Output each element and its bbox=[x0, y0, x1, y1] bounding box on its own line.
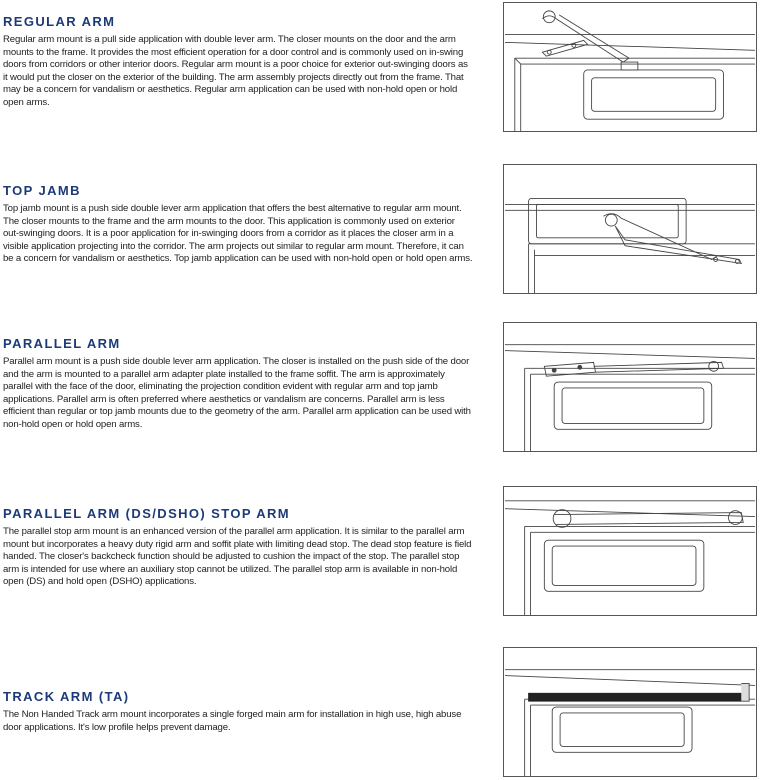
stop-arm-closer-illustration bbox=[503, 486, 757, 616]
section-stop-arm bbox=[3, 506, 473, 589]
regular-arm-closer-illustration bbox=[503, 2, 757, 132]
section-regular-arm bbox=[3, 14, 473, 110]
section-top-jamb bbox=[3, 183, 473, 266]
section-description: The Non Handed Track arm mount incorporates a single forged main arm for installation in high use, high abuse door applications. It's low profile helps prevent damage. bbox=[3, 709, 462, 733]
section-description: Top jamb mount is a push side double lever arm application that offers the best alternative to regular arm mount. The closer mounts to the frame and the arm mounts to the door. This application is commonly used on exterior out-swinging doors. It is a poor application for in-swinging doors from a corridor as it places the closer arm in a visible application projecting into the corridor. The arm projects out similar to regular arm mount. Therefore, it can be a concern for vandalism or aesthetics. Top jamb application can be used with non-hold open or hold open arms. bbox=[3, 203, 473, 265]
section-title: TRACK ARM (TA) bbox=[3, 689, 130, 704]
top-jamb-closer-illustration bbox=[503, 164, 757, 294]
parallel-arm-closer-illustration bbox=[503, 322, 757, 452]
section-title: TOP JAMB bbox=[3, 183, 81, 198]
track-arm-closer-illustration bbox=[503, 647, 757, 777]
section-track-arm bbox=[3, 689, 473, 734]
section-title: REGULAR ARM bbox=[3, 14, 116, 29]
section-description: Parallel arm mount is a push side double lever arm application. The closer is installed on the push side of the door and the arm is mounted to a parallel arm adapter plate installed to the frame soffit. The arm is approximately parallel with the face of the door, eliminating the projection condition evident with regular arm and top jamb applications. Parallel arm is often preferred where aesthetics or vandalism are concerns. Parallel arm is less efficient than regular or top jamb mounts due to the geometry of the arm. Parallel arm application can be used with non-hold open or hold open arms. bbox=[3, 356, 471, 430]
section-parallel-arm bbox=[3, 336, 473, 432]
section-description: Regular arm mount is a pull side application with double lever arm. The closer mounts on the door and the arm mounts to the frame. It provides the most efficient operation for a door control and is commonly used on in-swing doors from corridors or other interior doors. Regular arm mount is a poor choice for exterior out-swinging doors as it would put the closer on the exterior of the building. The arm assembly projects directly out from the frame. That may be a concern for vandalism or aesthetics. Regular arm application can be used with non-hold open or hold open arms. bbox=[3, 34, 468, 108]
section-title: PARALLEL ARM bbox=[3, 336, 121, 351]
section-description: The parallel stop arm mount is an enhanced version of the parallel arm application. It is similar to the parallel arm mount but incorporates a heavy duty rigid arm and soffit plate with limiting dead stop. The dead stop feature is field handed. The closer's backcheck function should be adjusted to cushion the impact of the stop. The parallel stop arm is intended for use where an auxiliary stop cannot be utilized. The parallel stop arm is available in non-hold open (DS) and hold open (DSHO) applications. bbox=[3, 526, 472, 588]
section-title: PARALLEL ARM (DS/DSHO) STOP ARM bbox=[3, 506, 291, 521]
